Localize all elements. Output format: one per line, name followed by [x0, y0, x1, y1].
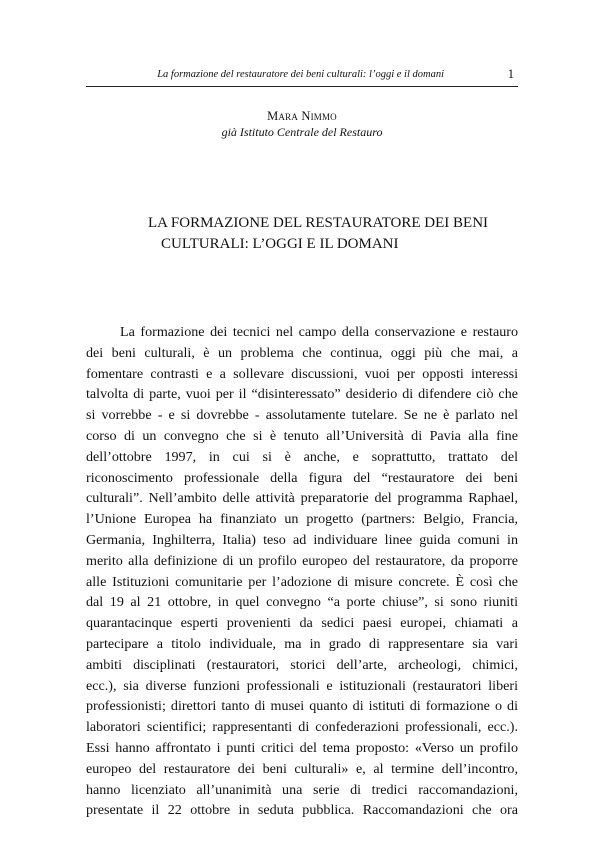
body-line: ecc.), sia diverse funzioni professionali e istituzionali (restauratori liberi: [86, 677, 518, 694]
body-paragraph: [86, 322, 518, 821]
body-line: presentate il 22 ottobre in seduta pubblica. Raccomandazioni che ora: [86, 802, 518, 819]
running-header: [86, 66, 518, 87]
author-name: Mara Nimmo: [267, 109, 337, 123]
body-line: corso di un convegno che si è tenuto all’Università di Pavia alla fine: [86, 427, 518, 444]
body-line: alle Istituzioni comunitarie per l’adozione di misure concrete. È così che: [86, 573, 518, 590]
title-line-1: LA FORMAZIONE DEL RESTAURATORE DEI BENI: [148, 215, 489, 231]
body-line: hanno licenziato all’unanimità una serie di tredici raccomandazioni,: [86, 781, 518, 798]
body-line: merito alla definizione di un profilo europeo del restauratore, da proporre: [86, 552, 518, 569]
body-line: dell’ottobre 1997, in cui si è anche, e soprattutto, trattato del: [86, 448, 518, 465]
body-line: europeo del restauratore dei beni culturali» e, al termine dell’incontro,: [86, 760, 518, 777]
body-line: Essi hanno affrontato i punti critici del tema proposto: «Verso un profilo: [86, 739, 518, 756]
running-title: La formazione del restauratore dei beni culturali: l’oggi e il domani: [157, 69, 444, 80]
body-line: dei beni culturali, è un problema che continua, oggi più che mai, a: [86, 344, 518, 361]
body-line: talvolta di parte, vuoi per il “disinteressato” desiderio di difendere ciò che: [86, 386, 518, 403]
paper-title: [148, 213, 528, 255]
author-affiliation: già Istituto Centrale del Restauro: [221, 125, 383, 139]
body-line: riconoscimento professionale della figura del “restauratore dei beni: [86, 469, 518, 486]
page-number: 1: [507, 67, 514, 81]
body-line: culturali”. Nell’ambito delle attività preparatorie del programma Raphael,: [86, 490, 518, 507]
body-line: La formazione dei tecnici nel campo della conservazione e restauro: [120, 324, 518, 340]
body-line: partecipare a titolo individuale, ma in grado di rappresentare sia vari: [86, 635, 518, 652]
body-line: si vorrebbe - e si dovrebbe - assolutamente tutelare. Se ne è parlato nel: [86, 407, 518, 424]
body-line: Germania, Inghilterra, Italia) teso ad individuare linee guida comuni in: [86, 531, 518, 548]
body-line: laboratori scientifici; rappresentanti di confederazioni professionali, ecc.).: [86, 719, 518, 736]
body-line: fomentare contrasti e a sollevare discussioni, vuoi per opposti interessi: [86, 365, 518, 382]
body-line: ambiti disciplinati (restauratori, storici dell’arte, archeologi, chimici,: [86, 656, 518, 673]
title-line-2: CULTURALI: L’OGGI E IL DOMANI: [161, 236, 399, 252]
body-line: l’Unione Europea ha finanziato un progetto (partners: Belgio, Francia,: [86, 511, 518, 528]
body-line: professionisti; direttori tanto di musei quanto di istituti di formazione o di: [86, 698, 518, 715]
body-line: dal 19 al 21 ottobre, in quel convegno “a porte chiuse”, si sono riuniti: [86, 594, 518, 611]
body-line: quarantacinque esperti provenienti da sedici paesi europei, chiamati a: [86, 615, 518, 632]
